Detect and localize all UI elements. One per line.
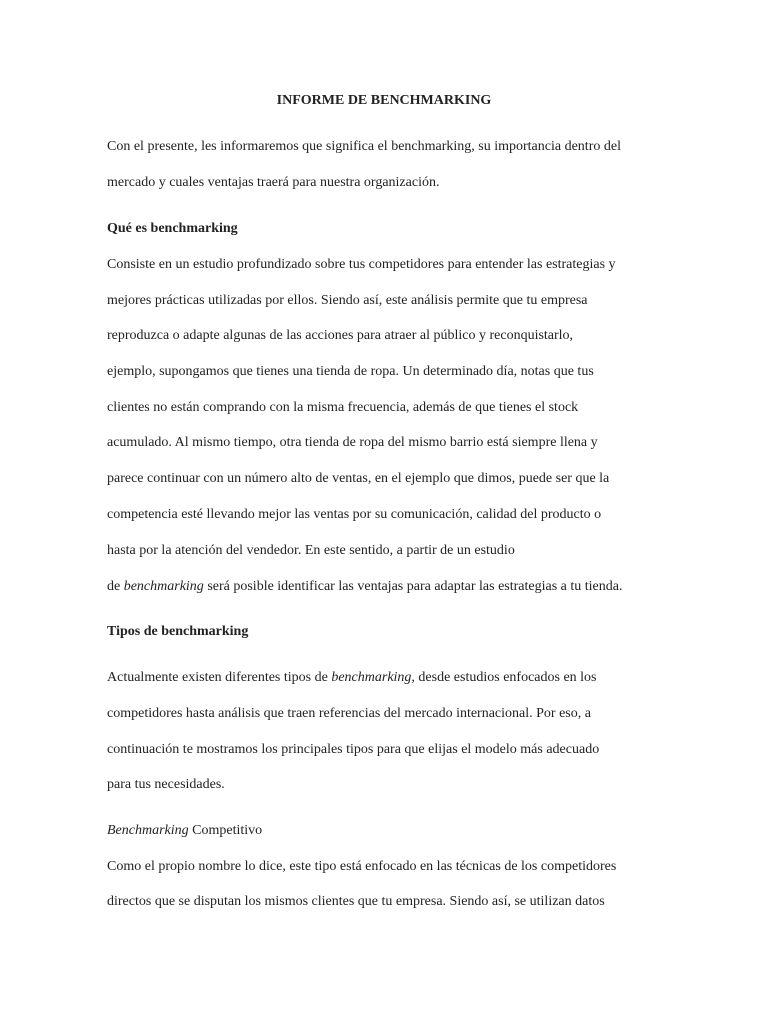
paragraph-line: clientes no están comprando con la misma frecuencia, además de que tienes el stock <box>107 400 579 415</box>
paragraph-line: mejores prácticas utilizadas por ellos. Siendo así, este análisis permite que tu empresa <box>107 293 588 308</box>
paragraph-line: parece continuar con un número alto de ventas, en el ejemplo que dimos, puede ser que la <box>107 471 610 486</box>
paragraph-line: competidores hasta análisis que traen referencias del mercado internacional. Por eso, a <box>107 706 591 721</box>
section-heading-que-es: Qué es benchmarking <box>107 221 238 236</box>
text-segment: será posible identificar las ventajas para adaptar las estrategias a tu tienda. <box>203 579 623 594</box>
paragraph-line-with-italic <box>107 577 622 597</box>
text-segment: Competitivo <box>188 823 263 838</box>
paragraph-line: acumulado. Al mismo tiempo, otra tienda de ropa del mismo barrio está siempre llena y <box>107 435 598 450</box>
section-heading-tipos: Tipos de benchmarking <box>107 624 249 639</box>
paragraph-line: reproduzca o adapte algunas de las acciones para atraer al público y reconquistarlo, <box>107 328 574 343</box>
subsection-heading-competitivo <box>107 821 262 841</box>
intro-line-1: Con el presente, les informaremos que significa el benchmarking, su importancia dentro del <box>107 139 621 154</box>
text-segment: de <box>107 579 124 594</box>
document-title: INFORME DE BENCHMARKING <box>276 93 492 108</box>
italic-term: benchmarking <box>123 579 204 594</box>
italic-term: benchmarking <box>331 670 412 685</box>
paragraph-line: para tus necesidades. <box>107 777 225 792</box>
intro-line-2: mercado y cuales ventajas traerá para nuestra organización. <box>107 175 440 190</box>
paragraph-line: hasta por la atención del vendedor. En este sentido, a partir de un estudio <box>107 543 515 558</box>
text-segment: , desde estudios enfocados en los <box>411 670 597 685</box>
paragraph-line-with-italic <box>107 668 597 688</box>
paragraph-line: ejemplo, supongamos que tienes una tienda de ropa. Un determinado día, notas que tus <box>107 364 594 379</box>
paragraph-line: competencia esté llevando mejor las ventas por su comunicación, calidad del producto o <box>107 507 602 522</box>
paragraph-line: continuación te mostramos los principales tipos para que elijas el modelo más adecuado <box>107 742 600 757</box>
italic-term: Benchmarking <box>107 823 189 838</box>
paragraph-line: Consiste en un estudio profundizado sobre tus competidores para entender las estrategias y <box>107 257 616 272</box>
text-segment: Actualmente existen diferentes tipos de <box>107 670 332 685</box>
paragraph-line: directos que se disputan los mismos clientes que tu empresa. Siendo así, se utilizan datos <box>107 894 605 909</box>
paragraph-line: Como el propio nombre lo dice, este tipo está enfocado en las técnicas de los competidores <box>107 859 617 874</box>
